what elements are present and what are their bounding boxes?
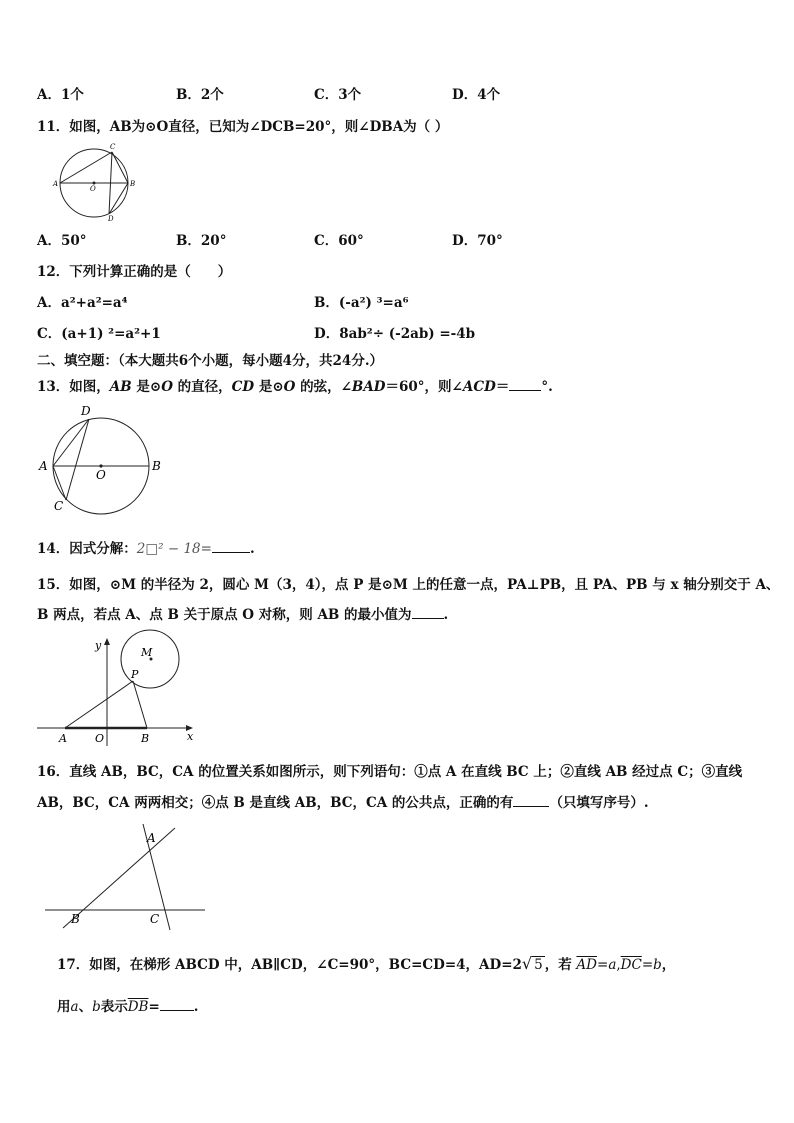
q16-line2: AB，BC，CA 两两相交；④点 B 是直线 AB，BC，CA 的公共点，正确的有 （只填写序号）. bbox=[37, 795, 649, 811]
q13-label-c: C bbox=[54, 499, 64, 513]
q15-label-o: O bbox=[95, 732, 105, 745]
q15-figure bbox=[35, 632, 200, 750]
q16-figure bbox=[40, 820, 210, 932]
vector-ad: $\overline{AD}$ bbox=[576, 957, 597, 973]
q15-line1: 15．如图，⊙M 的半径为 2，圆心 M（3，4），点 P 是⊙M 上的任意一点，PA⊥PB，且 PA、PB 与 x 轴分别交于 A、 bbox=[37, 577, 780, 593]
q11-label-c: C bbox=[110, 143, 116, 151]
q13-label-a: A bbox=[39, 459, 48, 473]
q11-option-d: D．70° bbox=[452, 233, 503, 249]
q10-option-a: A．1个 bbox=[37, 87, 84, 103]
q12-option-d: D．8ab²÷ (-2ab) =-4b bbox=[314, 326, 476, 342]
q16-label-b: B bbox=[71, 912, 80, 926]
vector-db: $\overline{DB}$ bbox=[127, 999, 149, 1015]
q17-line1: 17．如图，在梯形 ABCD 中，AB∥CD，∠C=90°，BC=CD=4，AD=2√ 5 ，若 $\overline{AD}=a,\overline{DC}=b$， bbox=[57, 954, 676, 973]
q15-label-m: M bbox=[141, 646, 153, 659]
q17-answer-blank[interactable] bbox=[160, 998, 194, 1011]
q15-label-b: B bbox=[141, 732, 150, 745]
q13-figure bbox=[36, 400, 166, 515]
q11-label-a: A bbox=[53, 180, 59, 188]
q11-option-c: C．60° bbox=[314, 233, 364, 249]
q13-label-b: B bbox=[152, 459, 161, 473]
q11-label-o: O bbox=[90, 185, 96, 193]
q13-stem: 13．如图，AB 是⊙O 的直径，CD 是⊙O 的弦，∠BAD＝60°，则∠ACD＝ °. bbox=[37, 379, 553, 395]
q14-answer-blank[interactable] bbox=[212, 540, 250, 553]
q10-option-d: D．4个 bbox=[452, 87, 501, 103]
vector-dc: $\overline{DC}$ bbox=[620, 957, 642, 973]
q12-option-a: A．a²+a²=a⁴ bbox=[37, 295, 128, 311]
q15-answer-blank[interactable] bbox=[412, 606, 444, 619]
q11-figure bbox=[50, 140, 140, 223]
q10-option-b: B．2个 bbox=[176, 87, 224, 103]
sqrt-symbol: √ bbox=[521, 954, 533, 973]
q11-option-b: B．20° bbox=[176, 233, 227, 249]
q11-stem: 11．如图，AB为⊙O直径，已知为∠DCB=20°，则∠DBA为（ ） bbox=[37, 119, 449, 135]
vector-a: a bbox=[608, 957, 617, 973]
q11-label-b: B bbox=[130, 180, 136, 188]
q10-option-c: C．3个 bbox=[314, 87, 362, 103]
q15-label-a: A bbox=[59, 732, 67, 745]
q16-label-c: C bbox=[150, 912, 160, 926]
q14-stem: 14．因式分解：2□² − 18= . bbox=[37, 541, 255, 557]
sqrt-value: 5 bbox=[534, 957, 543, 973]
q12-option-c: C．(a+1) ²=a²+1 bbox=[37, 326, 161, 342]
q13-label-d: D bbox=[81, 404, 91, 418]
q16-label-a: A bbox=[147, 831, 156, 845]
q15-label-p: P bbox=[131, 668, 139, 681]
q13-label-o: O bbox=[96, 468, 106, 482]
q17-line2: 用a、b表示$\overline{DB}=$ . bbox=[57, 999, 199, 1015]
q13-answer-blank[interactable] bbox=[509, 378, 541, 391]
q11-option-a: A．50° bbox=[37, 233, 87, 249]
section-2-header: 二、填空题：（本大题共6个小题，每小题4分，共24分.） bbox=[37, 353, 384, 369]
q15-line2: B 两点，若点 A、点 B 关于原点 O 对称，则 AB 的最小值为 . bbox=[37, 607, 449, 623]
q15-label-x: x bbox=[187, 730, 194, 743]
q14-expression: 2□² − 18= bbox=[136, 541, 212, 557]
q11-label-d: D bbox=[108, 215, 114, 223]
q16-answer-blank[interactable] bbox=[513, 794, 549, 807]
q16-line1: 16．直线 AB，BC，CA 的位置关系如图所示，则下列语句：①点 A 在直线 BC 上；②直线 AB 经过点 C；③直线 bbox=[37, 764, 743, 780]
q12-stem: 12．下列计算正确的是（ ） bbox=[37, 264, 232, 280]
q15-label-y: y bbox=[95, 639, 102, 652]
vector-b: b bbox=[653, 957, 662, 973]
q12-option-b: B．(-a²) ³=a⁶ bbox=[314, 295, 409, 311]
